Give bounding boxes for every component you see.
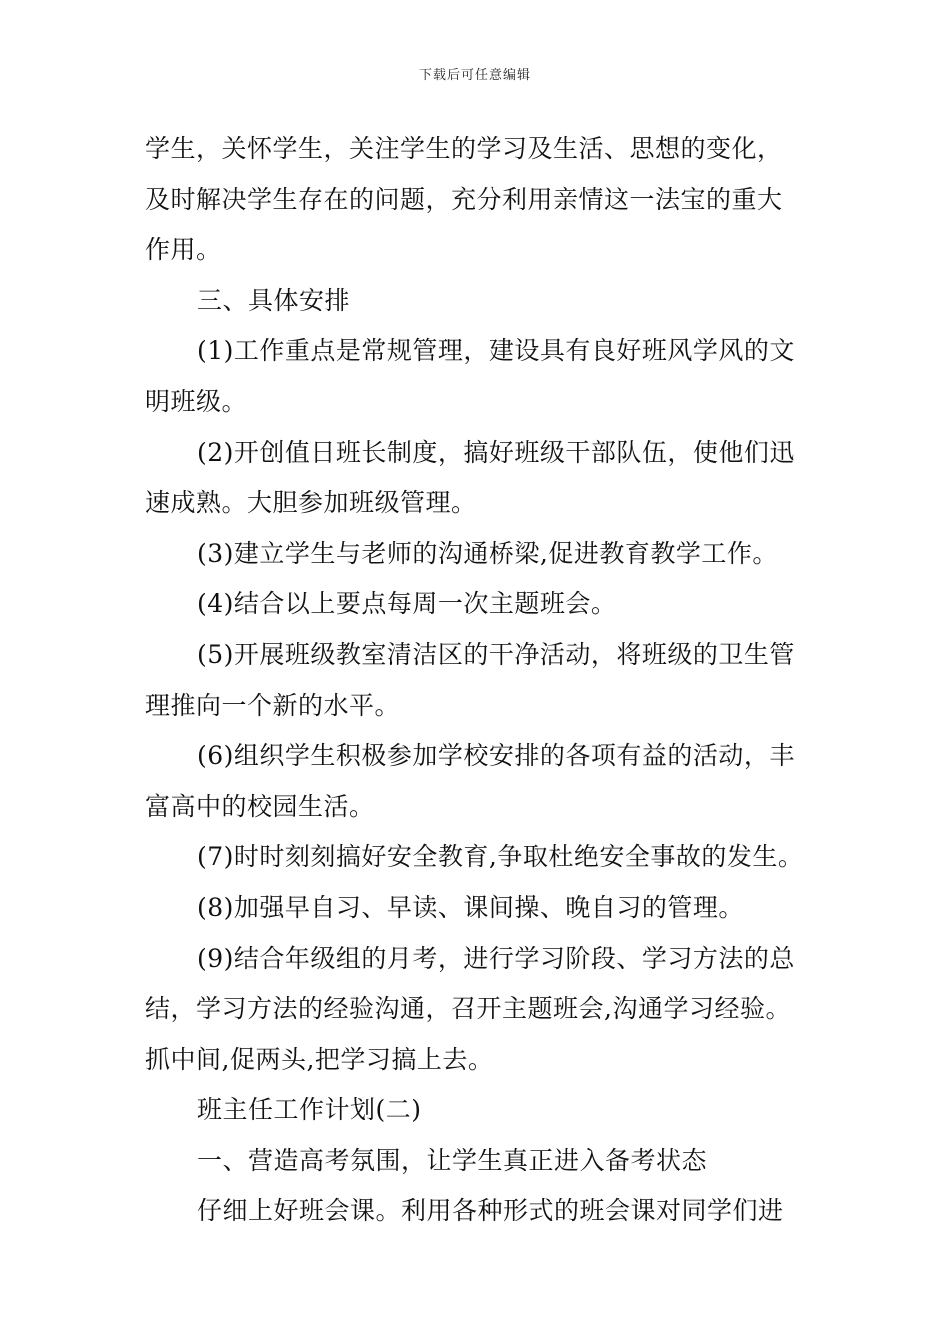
text-line: (7)时时刻刻搞好安全教育,争取杜绝安全事故的发生。 <box>197 842 804 872</box>
text-line: 结，学习方法的经验沟通，召开主题班会,沟通学习经验。 <box>145 994 791 1024</box>
text-line: 仔细上好班会课。利用各种形式的班会课对同学们进 <box>197 1196 784 1226</box>
section-heading: 三、具体安排 <box>197 285 351 315</box>
text-line: (5)开展班级教室清洁区的干净活动，将班级的卫生管 <box>197 639 795 669</box>
text-line: (1)工作重点是常规管理，建设具有良好班风学风的文 <box>197 336 795 366</box>
text-line: 明班级。 <box>145 386 248 416</box>
text-line: (8)加强早自习、早读、课间操、晚自习的管理。 <box>197 892 744 922</box>
text-line: (6)组织学生积极参加学校安排的各项有益的活动，丰 <box>197 741 795 771</box>
text-line: (3)建立学生与老师的沟通桥梁,促进教育教学工作。 <box>197 538 778 568</box>
section-heading: 班主任工作计划(二) <box>197 1095 422 1125</box>
page-header: 下载后可任意编辑 <box>418 68 531 83</box>
text-line: 理推向一个新的水平。 <box>145 690 401 720</box>
text-line: (9)结合年级组的月考，进行学习阶段、学习方法的总 <box>197 943 795 973</box>
text-line: 抓中间,促两头,把学习搞上去。 <box>145 1044 494 1074</box>
document-body <box>145 124 813 1237</box>
text-line: 速成熟。大胆参加班级管理。 <box>145 488 477 518</box>
text-line: 及时解决学生存在的问题，充分利用亲情这一法宝的重大 <box>145 184 783 214</box>
text-line: 学生，关怀学生，关注学生的学习及生活、思想的变化， <box>145 134 783 163</box>
section-heading: 一、营造高考氛围，让学生真正进入备考状态 <box>197 1145 708 1175</box>
text-line: 作用。 <box>145 235 222 265</box>
text-line: 富高中的校园生活。 <box>145 791 375 821</box>
text-line: (2)开创值日班长制度，搞好班级干部队伍，使他们迅 <box>197 437 795 467</box>
text-line: (4)结合以上要点每周一次主题班会。 <box>197 589 617 619</box>
